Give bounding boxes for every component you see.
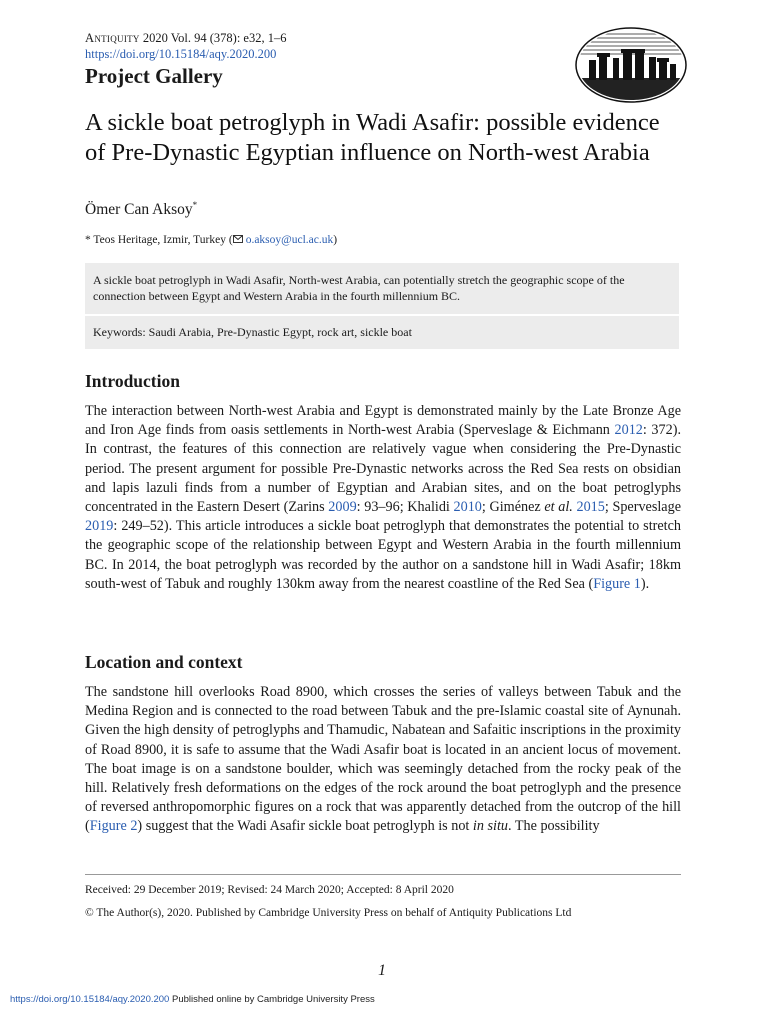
publisher-footer [10,994,375,1005]
affiliation-close: ) [333,234,338,246]
figure-1-link[interactable]: Figure 1 [593,575,641,592]
affiliation [85,234,337,246]
received-dates: Received: 29 December 2019; Revised: 24 March 2020; Accepted: 8 April 2020 [85,884,454,896]
footer-doi-link[interactable]: https://doi.org/10.15184/aqy.2020.200 [10,994,170,1005]
author-name: Ömer Can Aksoy [85,201,193,219]
citation: 2020 Vol. 94 (378): e32, 1–6 [139,31,287,45]
journal-name: Antiquity [85,31,140,45]
affiliation-text: * Teos Heritage, Izmir, Turkey ( [85,234,233,246]
ref-link[interactable]: 2019 [85,518,114,535]
ref-link[interactable]: 2012 [614,422,643,439]
introduction-heading: Introduction [85,371,180,391]
page-number: 1 [378,962,386,979]
doi-link[interactable]: https://doi.org/10.15184/aqy.2020.200 [85,47,277,61]
location-paragraph: The sandstone hill overlooks Road 8900, which crosses the series of valleys between Tabuk and the Medina Region and is connected to the road between Tabuk and the pre-Islamic coastal site of Aynunah. Given the high density of petroglyphs and Thamudic, Nabatean and Safaitic inscriptions in the proximity of Road 8900, it is safe to assume that the Wadi Asafir boat is located in an ancient locus of movement. The boat image is on a sandstone boulder, which was seemingly detached from the rocky peak of the hill. Relatively fresh deformations on the edges of the rock around the boat petroglyph and the presence of reversed anthropomorphic figures on a rock that was apparently detached from the outcrop of the hill (Figure 2) suggest that the Wadi Asafir sickle boat petroglyph is not in situ. The possibility [85,684,681,835]
author-line [85,200,197,219]
section-label: Project Gallery [85,64,223,88]
ref-link[interactable]: 2010 [453,499,482,516]
email-link[interactable]: o.aksoy@ucl.ac.uk [245,234,334,246]
copyright-notice: © The Author(s), 2020. Published by Cambridge University Press on behalf of Antiquity Publications Ltd [85,907,572,919]
abstract-box: A sickle boat petroglyph in Wadi Asafir, North-west Arabia, can potentially stretch the geographic scope of the connection between Egypt and Western Arabia in the fourth millennium BC. [85,263,679,314]
introduction-paragraph: The interaction between North-west Arabia and Egypt is demonstrated mainly by the Late Bronze Age and Iron Age finds from oasis settlements in North-west Arabia (Sperveslage & Eichmann 2012: 372). In contrast, the features of this connection are relatively vague when considering the Pre-Dynastic period. The present argument for possible Pre-Dynastic networks across the Red Sea rests on obsidian and lapis lazuli finds from a number of Egyptian and Arabian sites, and on the boat petroglyphs concentrated in the Eastern Desert (Zarins 2009: 93–96; Khalidi 2010; Giménez et al. 2015; Sperveslage 2019: 249–52). This article introduces a sickle boat petroglyph that demonstrates the potential to stretch the geographic scope of the relationship between Egypt and Western Arabia in the fourth millennium BC. In 2014, the boat petroglyph was recorded by the author on a sandstone hill in Wadi Asafir; 18km south-west of Tabuk and roughly 130km away from the nearest coastline of the Red Sea (Figure 1). [85,403,681,592]
figure-2-link[interactable]: Figure 2 [89,818,138,835]
masthead [85,30,286,62]
ref-link[interactable]: 2009 [328,499,357,516]
article-title: A sickle boat petroglyph in Wadi Asafir: possible evidence of Pre-Dynastic Egyptian influence on North-west Arabia [85,109,660,166]
envelope-icon [233,235,243,243]
footer-published: Published online by Cambridge University Press [169,994,375,1005]
ref-link[interactable]: 2015 [576,499,605,516]
keywords-box: Keywords: Saudi Arabia, Pre-Dynastic Egypt, rock art, sickle boat [85,316,679,349]
footnote-divider [85,874,681,875]
author-mark: * [192,200,198,210]
location-heading: Location and context [85,652,243,672]
stonehenge-logo-icon [575,26,687,104]
